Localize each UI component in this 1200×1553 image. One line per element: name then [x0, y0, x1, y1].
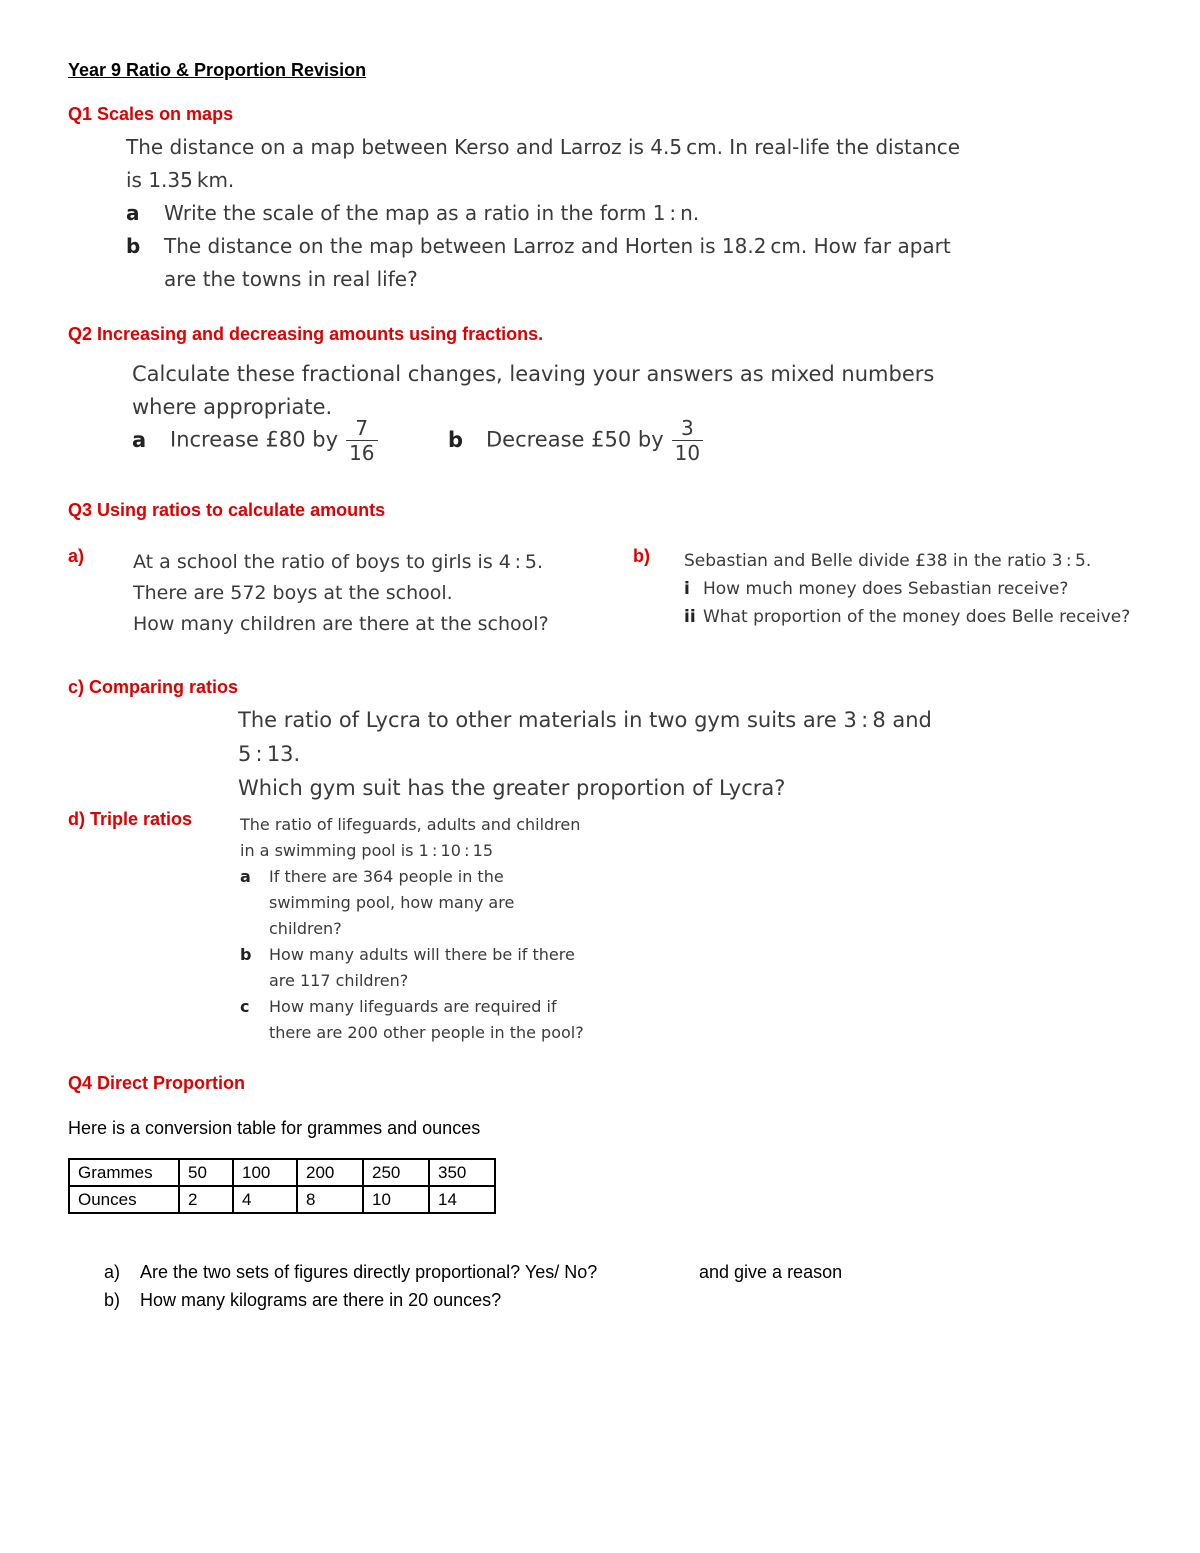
q3-c-line1: The ratio of Lycra to other materials in two gym suits are 3 : 8 and — [238, 708, 932, 732]
q3-b-i-text: How much money does Sebastian receive? — [703, 579, 1069, 599]
q3-c-heading: c) Comparing ratios — [68, 677, 239, 697]
q3-d-b-line1: How many adults will there be if there — [269, 945, 575, 964]
q4-part-a — [104, 1262, 597, 1283]
q2-a-numerator: 7 — [346, 416, 377, 441]
q3-d-line2: in a swimming pool is 1 : 10 : 15 — [240, 841, 494, 860]
table-cell: 100 — [233, 1159, 297, 1186]
q2-b-numerator: 3 — [672, 416, 703, 441]
q3-b-line1: Sebastian and Belle divide £38 in the ratio 3 : 5. — [684, 551, 1092, 571]
table-cell: 50 — [179, 1159, 233, 1186]
table-cell: Ounces — [69, 1186, 179, 1213]
page-title: Year 9 Ratio & Proportion Revision — [68, 60, 367, 80]
q3-a-line3: How many children are there at the school? — [133, 613, 549, 635]
q4-part-b — [104, 1290, 501, 1311]
q2-intro-line2: where appropriate. — [132, 395, 333, 419]
q2-intro-line1: Calculate these fractional changes, leaving your answers as mixed numbers — [132, 362, 935, 386]
q2-b-fraction — [672, 416, 703, 465]
q3-a-label: a) — [68, 546, 85, 566]
q3-d-b-label: b — [240, 945, 252, 964]
q3-d-c-line1: How many lifeguards are required if — [269, 997, 557, 1016]
q3-a-line2: There are 572 boys at the school. — [133, 582, 453, 604]
q3-d-line1: The ratio of lifeguards, adults and children — [240, 815, 581, 834]
table-cell: 8 — [297, 1186, 363, 1213]
q3-b-label: b) — [633, 546, 650, 566]
q4-heading: Q4 Direct Proportion — [68, 1073, 246, 1093]
q2-a-fraction — [346, 416, 377, 465]
table-row — [69, 1159, 495, 1186]
q2-a-denominator: 16 — [349, 441, 375, 465]
q4-a-text: Are the two sets of figures directly proportional? Yes/ No? — [140, 1262, 598, 1282]
q3-b-block — [684, 547, 1130, 631]
q3-d-part-a — [240, 864, 584, 890]
q4-b-label: b) — [104, 1290, 121, 1310]
q4-a-label: a) — [104, 1262, 121, 1282]
q1-intro-line1: The distance on a map between Kerso and Larroz is 4.5 cm. In real-life the distance — [126, 135, 961, 159]
q1-intro-line2: is 1.35 km. — [126, 168, 235, 192]
q3-b-ii — [684, 603, 1130, 631]
q2-b-text: Decrease £50 by — [486, 427, 664, 452]
q3-d-c-line2: there are 200 other people in the pool? — [269, 1023, 584, 1042]
q3-d-a-label: a — [240, 867, 251, 886]
q4-b-text: How many kilograms are there in 20 ounces? — [140, 1290, 502, 1310]
q3-b-i-label: i — [684, 579, 690, 599]
q3-d-a-line3: children? — [269, 919, 342, 938]
table-cell: 250 — [363, 1159, 429, 1186]
q3-heading: Q3 Using ratios to calculate amounts — [68, 500, 386, 520]
q4-intro: Here is a conversion table for grammes and ounces — [68, 1118, 481, 1138]
q3-c-line2: 5 : 13. — [238, 742, 301, 766]
q3-d-part-c — [240, 994, 584, 1020]
q1-part-b — [126, 230, 960, 263]
table-cell: 200 — [297, 1159, 363, 1186]
q3-c-line3: Which gym suit has the greater proportion of Lycra? — [238, 776, 786, 800]
q3-d-b-line2: are 117 children? — [269, 971, 409, 990]
q3-c-block — [238, 703, 932, 805]
table-cell: 2 — [179, 1186, 233, 1213]
table-cell: 4 — [233, 1186, 297, 1213]
table-cell: 14 — [429, 1186, 495, 1213]
table-cell: Grammes — [69, 1159, 179, 1186]
q1-b-line2: are the towns in real life? — [164, 267, 418, 291]
q2-heading: Q2 Increasing and decreasing amounts using fractions. — [68, 324, 544, 344]
q1-part-a — [126, 197, 960, 230]
q3-b-ii-label: ii — [684, 607, 696, 627]
q2-a-label: a — [132, 427, 147, 452]
q3-d-heading: d) Triple ratios — [68, 809, 193, 829]
q2-part-a — [132, 416, 378, 465]
q1-a-text: Write the scale of the map as a ratio in the form 1 : n. — [164, 201, 700, 225]
q1-block — [126, 131, 960, 296]
q1-heading: Q1 Scales on maps — [68, 104, 234, 124]
table-cell: 10 — [363, 1186, 429, 1213]
q3-d-block — [240, 812, 584, 1046]
q3-a-line1: At a school the ratio of boys to girls is 4 : 5. — [133, 551, 543, 573]
table-row — [69, 1186, 495, 1213]
q3-d-a-line2: swimming pool, how many are — [269, 893, 515, 912]
q2-a-text: Increase £80 by — [170, 427, 339, 452]
q3-d-part-b — [240, 942, 584, 968]
q2-part-b — [448, 416, 703, 465]
conversion-table — [68, 1158, 496, 1214]
q3-a-block — [133, 547, 549, 640]
q1-a-label: a — [126, 201, 140, 225]
q2-b-denominator: 10 — [674, 441, 701, 465]
q3-b-i — [684, 575, 1130, 603]
table-cell: 350 — [429, 1159, 495, 1186]
q3-d-c-label: c — [240, 997, 250, 1016]
q3-d-a-line1: If there are 364 people in the — [269, 867, 504, 886]
q4-a-extra: and give a reason — [699, 1262, 843, 1282]
q1-b-line1: The distance on the map between Larroz and Horten is 18.2 cm. How far apart — [164, 234, 951, 258]
q2-b-label: b — [448, 427, 464, 452]
q2-intro — [132, 358, 934, 424]
q1-b-label: b — [126, 234, 141, 258]
q3-b-ii-text: What proportion of the money does Belle receive? — [703, 607, 1131, 627]
